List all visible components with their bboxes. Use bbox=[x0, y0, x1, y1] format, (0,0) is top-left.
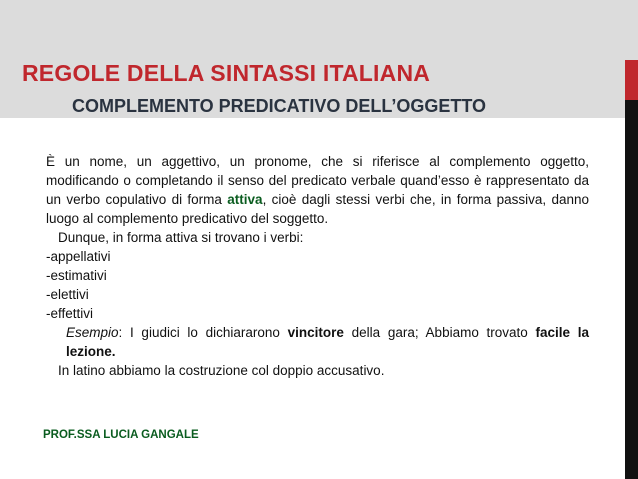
definition-text-1: È un nome, un aggettivo, un pronome, che si riferisce al complemento oggetto, modificando o completando il senso del predicato verbale quand’esso è rappresentato da un verbo copulativo di forma bbox=[46, 154, 589, 207]
slide-title: REGOLE DELLA SINTASSI ITALIANA bbox=[22, 60, 431, 86]
verb-item-appellativi: -appellativi bbox=[46, 249, 111, 264]
example-bold-vincitore: vincitore bbox=[287, 325, 344, 340]
verb-item-elettivi: -elettivi bbox=[46, 287, 89, 302]
example-text-2: della gara; Abbiamo trovato bbox=[343, 325, 536, 340]
verb-item-estimativi: -estimativi bbox=[46, 268, 107, 283]
verb-item-effettivi: -effettivi bbox=[46, 306, 94, 321]
example-text-1: : I giudici lo dichiararono bbox=[118, 325, 288, 340]
highlight-attiva: attiva bbox=[227, 192, 263, 207]
intro-line: Dunque, in forma attiva si trovano i verbi: bbox=[58, 230, 304, 245]
definition-text-2: , cioè dagli stessi verbi che, in forma passiva, danno luogo al complemento predicativo del soggetto. bbox=[46, 192, 589, 226]
slide-subtitle: COMPLEMENTO PREDICATIVO DELL’OGGETTO bbox=[72, 96, 487, 116]
example-label: Esempio bbox=[66, 325, 119, 340]
definition-paragraph bbox=[46, 152, 589, 228]
example-bold-facile: facile la lezione. bbox=[66, 325, 589, 359]
latin-line: In latino abbiamo la costruzione col doppio accusativo. bbox=[58, 363, 385, 378]
example-paragraph bbox=[46, 323, 589, 361]
red-accent-bar bbox=[625, 60, 638, 102]
slide-body bbox=[46, 152, 589, 380]
side-bar bbox=[625, 100, 638, 479]
author-footer: PROF.SSA LUCIA GANGALE bbox=[43, 429, 199, 441]
